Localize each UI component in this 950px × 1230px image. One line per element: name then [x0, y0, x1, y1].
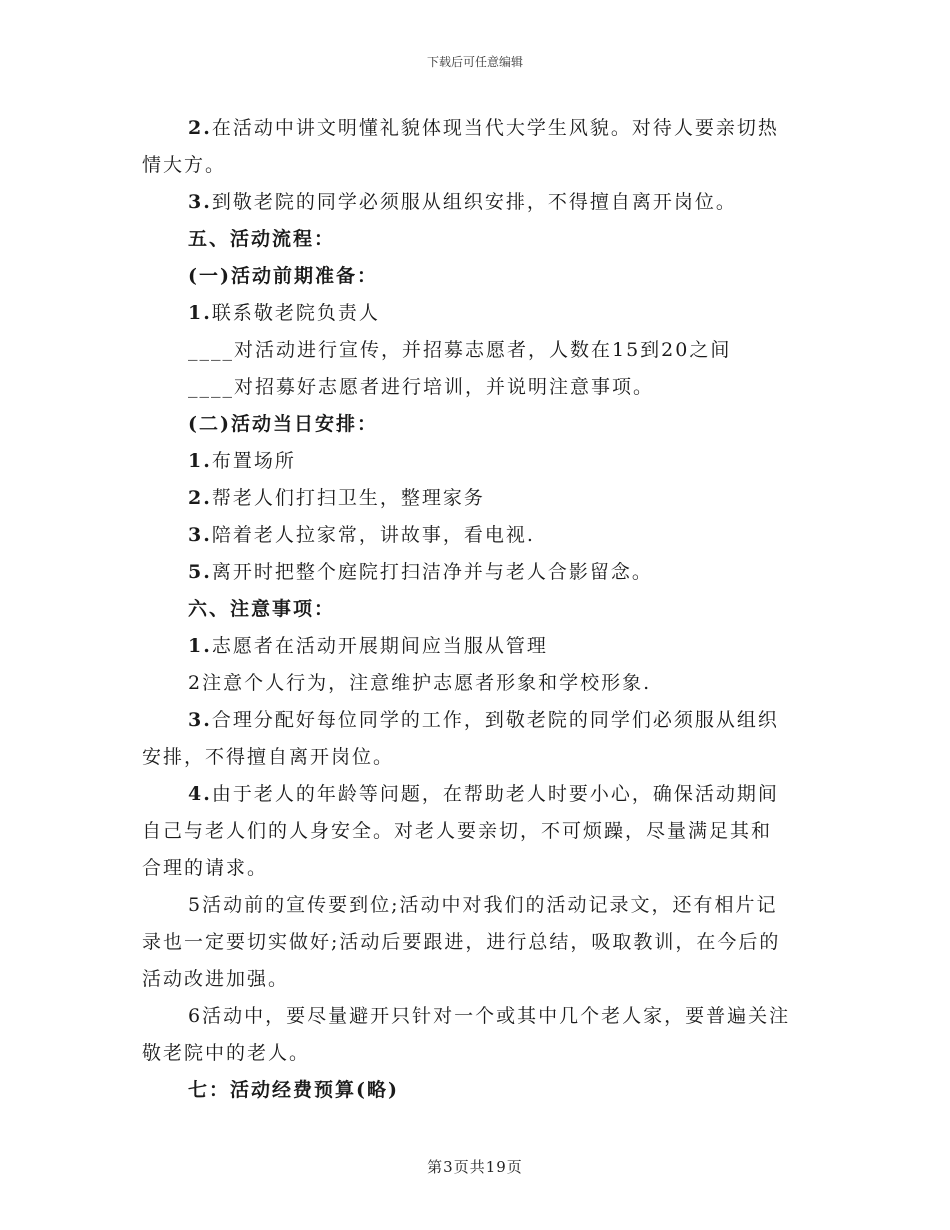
paragraph-line — [142, 813, 814, 850]
paragraph-line — [142, 1035, 814, 1072]
line-text: 5活动前的宣传要到位;活动中对我们的活动记录文，还有相片记 — [188, 894, 778, 916]
item-number: 3. — [188, 191, 212, 213]
line-text: 帮老人们打扫卫生，整理家务 — [211, 487, 485, 509]
paragraph-line — [142, 517, 814, 554]
line-text: 到敬老院的同学必须服从组织安排，不得擅自离开岗位。 — [211, 191, 737, 213]
paragraph-line — [142, 739, 814, 776]
item-number: 4. — [188, 783, 212, 805]
paragraph-line — [142, 665, 814, 702]
paragraph-line — [142, 480, 814, 517]
section-heading — [142, 221, 814, 258]
line-text: 布置场所 — [211, 450, 296, 472]
line-text: 陪着老人拉家常，讲故事，看电视. — [211, 524, 535, 546]
section-heading — [142, 258, 814, 295]
line-text: 活动改进加强。 — [142, 968, 290, 990]
paragraph-line — [142, 998, 814, 1035]
paragraph-line — [142, 887, 814, 924]
line-text: 在活动中讲文明懂礼貌体现当代大学生风貌。对待人要亲切热 — [211, 117, 779, 139]
item-number: 5. — [188, 561, 212, 583]
line-text: 合理的请求。 — [142, 857, 269, 879]
paragraph-line — [142, 850, 814, 887]
section-heading — [142, 591, 814, 628]
line-text: 六、注意事项： — [188, 598, 336, 620]
paragraph-line — [142, 443, 814, 480]
item-number: 3. — [188, 709, 212, 731]
section-heading — [142, 1072, 814, 1109]
page-footer: 第3页共19页 — [427, 1158, 523, 1176]
paragraph-line — [142, 776, 814, 813]
line-text: 自己与老人们的人身安全。对老人要亲切，不可烦躁，尽量满足其和 — [142, 820, 773, 842]
document-body — [142, 110, 814, 1109]
paragraph-line — [142, 554, 814, 591]
line-text: (一)活动前期准备： — [188, 265, 378, 287]
line-text: 情大方。 — [142, 154, 227, 176]
line-text: 五、活动流程： — [188, 228, 336, 250]
line-text: ____对招募好志愿者进行培训，并说明注意事项。 — [188, 376, 655, 398]
item-number: 1. — [188, 450, 212, 472]
paragraph-line — [142, 184, 814, 221]
section-heading — [142, 406, 814, 443]
paragraph-line — [142, 147, 814, 184]
line-text: 敬老院中的老人。 — [142, 1042, 311, 1064]
paragraph-line — [142, 961, 814, 998]
line-text: 离开时把整个庭院打扫洁净并与老人合影留念。 — [211, 561, 653, 583]
paragraph-line — [142, 295, 814, 332]
page-header: 下载后可任意编辑 — [426, 55, 523, 69]
line-text: 2注意个人行为，注意维护志愿者形象和学校形象. — [188, 672, 652, 694]
line-text: ____对活动进行宣传，并招募志愿者，人数在15到20之间 — [188, 339, 732, 361]
line-text: 志愿者在活动开展期间应当服从管理 — [211, 635, 548, 657]
item-number: 1. — [188, 635, 212, 657]
item-number: 2. — [188, 117, 212, 139]
line-text: 录也一定要切实做好;活动后要跟进，进行总结，吸取教训，在今后的 — [142, 931, 781, 953]
line-text: 由于老人的年龄等问题，在帮助老人时要小心，确保活动期间 — [211, 783, 779, 805]
line-text: 七：活动经费预算(略) — [188, 1079, 399, 1101]
paragraph-line — [142, 924, 814, 961]
paragraph-line — [142, 369, 814, 406]
line-text: (二)活动当日安排： — [188, 413, 378, 435]
item-number: 1. — [188, 302, 212, 324]
line-text: 联系敬老院负责人 — [211, 302, 380, 324]
line-text: 合理分配好每位同学的工作，到敬老院的同学们必须服从组织 — [211, 709, 779, 731]
line-text: 安排，不得擅自离开岗位。 — [142, 746, 395, 768]
paragraph-line — [142, 110, 814, 147]
item-number: 3. — [188, 524, 212, 546]
item-number: 2. — [188, 487, 212, 509]
paragraph-line — [142, 628, 814, 665]
paragraph-line — [142, 702, 814, 739]
paragraph-line — [142, 332, 814, 369]
line-text: 6活动中，要尽量避开只针对一个或其中几个老人家，要普遍关注 — [188, 1005, 791, 1027]
